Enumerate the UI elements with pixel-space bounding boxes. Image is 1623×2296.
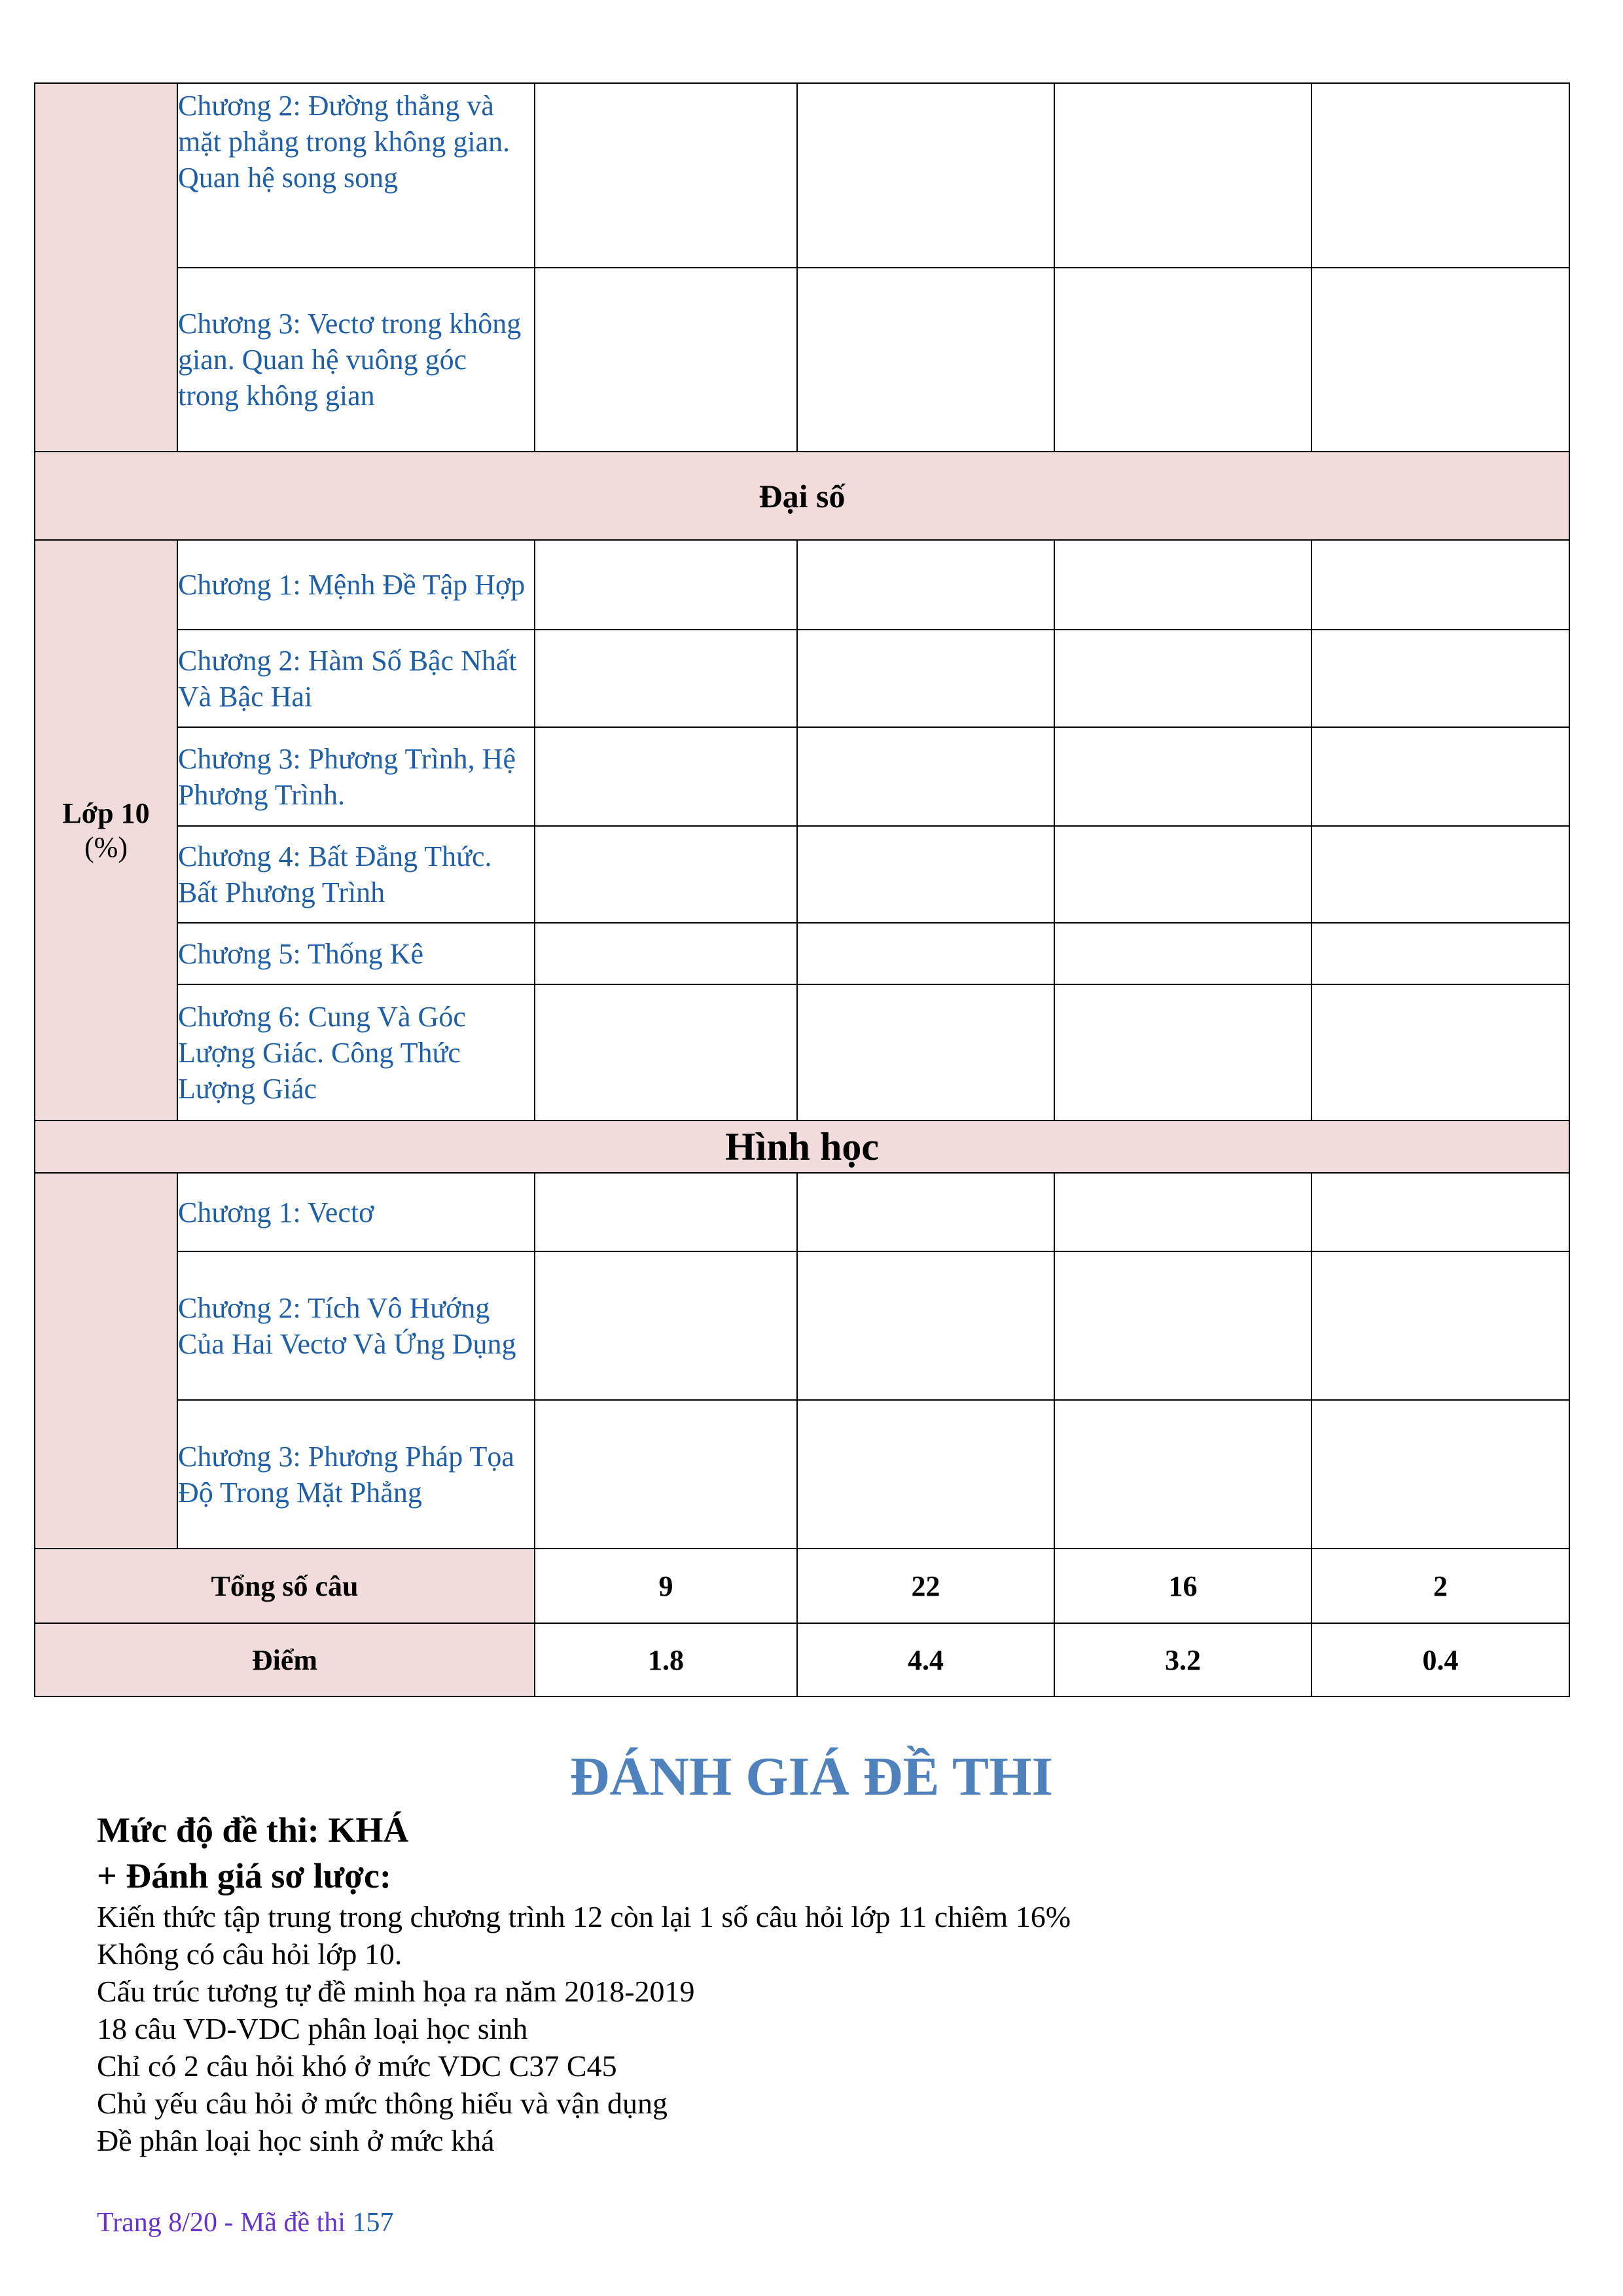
value-cell [535,540,797,630]
note-item: Chỉ có 2 câu hỏi khó ở mức VDC C37 C45 [97,2049,617,2083]
value-cell [535,1251,797,1400]
value-cell [1311,1251,1569,1400]
value-cell [1311,630,1569,727]
value-cell [535,1400,797,1549]
value-cell [1054,727,1311,826]
note-item: Không có câu hỏi lớp 10. [97,1937,402,1971]
section-row [35,452,1569,540]
exam-level: Mức độ đề thi: KHÁ [97,1810,409,1850]
value-cell [1311,540,1569,630]
value-cell [535,984,797,1121]
value-cell [797,1173,1054,1251]
value-cell [1311,83,1569,268]
score-row [35,1623,1569,1696]
value-cell [1054,826,1311,923]
topic-cell: Chương 2: Đường thẳng và mặt phẳng trong không gian. Quan hệ song song [177,83,535,268]
table-row [35,1173,1569,1251]
total-value: 2 [1311,1549,1569,1623]
score-value: 4.4 [797,1623,1054,1696]
topic-cell: Chương 4: Bất Đẳng Thức. Bất Phương Trình [177,826,535,923]
value-cell [535,83,797,268]
evaluation-title: ĐÁNH GIÁ ĐỀ THI [569,1746,1054,1807]
value-cell [1054,83,1311,268]
topic-cell: Chương 2: Hàm Số Bậc Nhất Và Bậc Hai [177,630,535,727]
grade-label: Lớp 10 [62,797,150,829]
evaluation-notes [97,1898,1071,2159]
grade-11-cell [35,83,177,452]
total-value: 9 [535,1549,797,1623]
topic-cell: Chương 3: Phương Trình, Hệ Phương Trình. [177,727,535,826]
value-cell [1311,1173,1569,1251]
total-label: Tổng số câu [35,1549,535,1623]
score-label: Điểm [35,1623,535,1696]
note-item: Kiến thức tập trung trong chương trình 12 còn lại 1 số câu hỏi lớp 11 chiêm 16% [97,1900,1071,1933]
value-cell [535,630,797,727]
value-cell [797,1251,1054,1400]
table-row [35,268,1569,452]
value-cell [1311,826,1569,923]
table-row [35,540,1569,630]
value-cell [1054,1400,1311,1549]
topic-cell: Chương 3: Phương Pháp Tọa Độ Trong Mặt Phẳng [177,1400,535,1549]
value-cell [797,630,1054,727]
value-cell [535,727,797,826]
table-row [35,923,1569,984]
value-cell [1054,1173,1311,1251]
note-item: Cấu trúc tương tự đề minh họa ra năm 2018-2019 [97,1975,695,2008]
value-cell [535,268,797,452]
value-cell [1311,923,1569,984]
topic-cell: Chương 1: Mệnh Đề Tập Hợp [177,540,535,630]
value-cell [1054,630,1311,727]
grade-cell-empty [35,1173,177,1549]
value-cell [1311,984,1569,1121]
score-value: 3.2 [1054,1623,1311,1696]
topic-cell: Chương 1: Vectơ [177,1173,535,1251]
grade-10-cell [35,540,177,1121]
table-row [35,1251,1569,1400]
value-cell [797,984,1054,1121]
footer-exam-code: 157 [352,2208,394,2238]
page-footer [97,2206,393,2240]
total-value: 16 [1054,1549,1311,1623]
note-item: Chủ yếu câu hỏi ở mức thông hiểu và vận dụng [97,2087,668,2120]
note-item: Đề phân loại học sinh ở mức khá [97,2124,495,2157]
table-row [35,826,1569,923]
total-value: 22 [797,1549,1054,1623]
value-cell [797,727,1054,826]
value-cell [1311,727,1569,826]
grade-percent: (%) [84,831,128,863]
section-heading-geometry: Hình học [35,1121,1569,1173]
score-value: 0.4 [1311,1623,1569,1696]
value-cell [1054,1251,1311,1400]
topic-cell: Chương 6: Cung Và Góc Lượng Giác. Công Thức Lượng Giác [177,984,535,1121]
value-cell [535,923,797,984]
value-cell [1311,1400,1569,1549]
value-cell [1311,268,1569,452]
score-value: 1.8 [535,1623,797,1696]
table-row [35,727,1569,826]
section-row [35,1121,1569,1173]
value-cell [535,1173,797,1251]
value-cell [797,83,1054,268]
table-row [35,1400,1569,1549]
table-row [35,83,1569,268]
topic-cell: Chương 2: Tích Vô Hướng Của Hai Vectơ Và Ứng Dụng [177,1251,535,1400]
value-cell [535,826,797,923]
value-cell [797,268,1054,452]
footer-page-info: Trang 8/20 - Mã đề thi [97,2208,346,2238]
value-cell [1054,923,1311,984]
brief-heading: + Đánh giá sơ lược: [97,1856,392,1895]
note-item: 18 câu VD-VDC phân loại học sinh [97,2012,528,2045]
section-heading-algebra: Đại số [35,452,1569,540]
value-cell [797,1400,1054,1549]
exam-matrix-table [34,82,1570,1697]
value-cell [1054,540,1311,630]
value-cell [1054,268,1311,452]
table-row [35,984,1569,1121]
value-cell [797,923,1054,984]
value-cell [797,826,1054,923]
topic-cell: Chương 5: Thống Kê [177,923,535,984]
table-row [35,630,1569,727]
value-cell [797,540,1054,630]
topic-cell: Chương 3: Vectơ trong không gian. Quan hệ vuông góc trong không gian [177,268,535,452]
total-row [35,1549,1569,1623]
value-cell [1054,984,1311,1121]
